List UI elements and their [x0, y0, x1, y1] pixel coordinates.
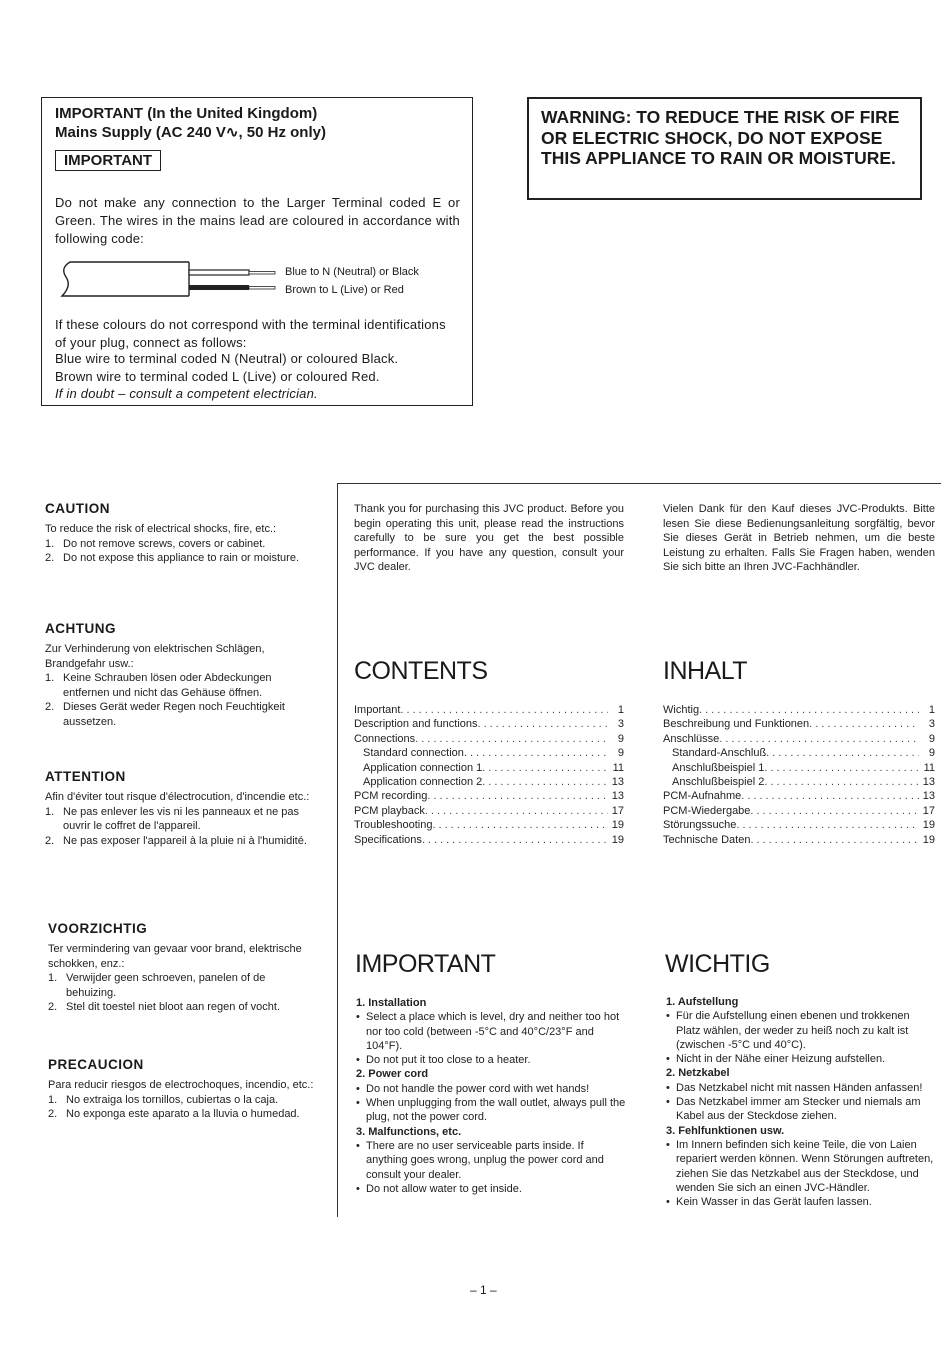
- toc-row[interactable]: Connections ..... 9: [354, 732, 624, 746]
- wichtig-title: WICHTIG: [665, 950, 770, 978]
- voorzichtig-item: Verwijder geen schroeven, panelen of de behuizing.: [66, 972, 266, 999]
- attention-item: Ne pas exposer l'appareil à la pluie ni à l'humidité.: [63, 834, 307, 847]
- important-bullet: Do not handle the power cord with wet hands!: [366, 1082, 590, 1095]
- precaucion-section: PRECAUCION Para reducir riesgos de electrochoques, incendio, etc.: 1. No extraiga los tornillos, cubiertas o la caja. 2. No exponga este aparato a la lluvia o humedad.: [48, 1057, 317, 1122]
- caution-item: Do not expose this appliance to rain or moisture.: [63, 552, 300, 564]
- toc-row[interactable]: PCM playback ..... 17: [354, 804, 624, 818]
- wire-blue-label: Blue to N (Neutral) or Black: [285, 266, 419, 278]
- important-bullet: There are no user serviceable parts inside. If anything goes wrong, unplug the power cord and consult your dealer.: [366, 1139, 604, 1181]
- uk-line-doubt: If in doubt – consult a competent electrician.: [55, 386, 318, 401]
- important-heading: 2. Power cord: [356, 1068, 429, 1081]
- toc-row[interactable]: Wichtig ..... 1: [663, 703, 935, 717]
- wichtig-bullet: Das Netzkabel nicht mit nassen Händen anfassen!: [676, 1081, 923, 1094]
- uk-title-line1: IMPORTANT (In the United Kingdom): [55, 105, 318, 122]
- toc-row[interactable]: Störungssuche ..... 19: [663, 818, 935, 832]
- wichtig-heading: 1. Aufstellung: [666, 996, 739, 1008]
- toc-row[interactable]: Description and functions ..... 3: [354, 717, 624, 731]
- top-divider: [337, 483, 941, 484]
- important-bullet: Do not put it too close to a heater.: [366, 1054, 531, 1067]
- toc-row[interactable]: Anschlußbeispiel 1 ..... 11: [663, 761, 935, 775]
- uk-mains-box: [41, 97, 473, 406]
- wire-brown-label: Brown to L (Live) or Red: [285, 284, 404, 296]
- achtung-title: ACHTUNG: [45, 621, 116, 636]
- precaucion-title: PRECAUCION: [48, 1057, 144, 1072]
- toc-row[interactable]: Application connection 2 ..... 13: [354, 775, 624, 789]
- important-heading: 1. Installation: [356, 997, 427, 1009]
- voorzichtig-item: Stel dit toestel niet bloot aan regen of vocht.: [66, 1001, 281, 1013]
- achtung-item: Keine Schrauben lösen oder Abdeckungen entfernen und nicht das Gehäuse öffnen.: [63, 672, 272, 699]
- toc-row[interactable]: Beschreibung und Funktionen ..... 3: [663, 717, 935, 731]
- wichtig-heading: 3. Fehlfunktionen usw.: [666, 1124, 785, 1137]
- warning-box: [527, 97, 922, 200]
- important-list: 1. Installation • Select a place which is level, dry and neither too hot nor too cold (between -5°C and 40°C/23°F and 104°F). • Do not put it too close to a heater. 2. Power cord • Do not handle the power cord with wet hands! • When unplugging from the wall outlet, always pull the plug, not the power cord. 3. Malfunctions, etc. • There are no user serviceable parts inside. If anything goes wrong, unplug the power cord and consult your dealer. • Do not allow water to get inside.: [356, 997, 626, 1195]
- contents-list: [354, 703, 624, 847]
- important-heading: 3. Malfunctions, etc.: [356, 1125, 462, 1138]
- wichtig-bullet: Für die Aufstellung einen ebenen und trokkenen Platz wählen, der weder zu heiß noch zu kalt ist (zwischen -5°C und 40°C).: [676, 1010, 910, 1051]
- column-divider: [337, 483, 338, 1217]
- attention-intro: Afin d'éviter tout risque d'électrocution, d'incendie etc.:: [45, 791, 310, 803]
- toc-row[interactable]: Technische Daten ..... 19: [663, 833, 935, 847]
- wichtig-list: 1. Aufstellung • Für die Aufstellung einen ebenen und trokkenen Platz wählen, der weder zu heiß noch zu kalt ist (zwischen -5°C und 40°C). • Nicht in der Nähe einer Heizung aufstellen. 2. Netzkabel • Das Netzkabel nicht mit nassen Händen anfassen! • Das Netzkabel immer am Stecker und niemals am Kabel aus der Steckdose ziehen. 3. Fehlfunktionen usw. • Im Innern befinden sich keine Teile, die von Laien repariert werden können. Wenn Störungen auftreten, ziehen Sie das Netzkabel aus der Steckdose, und wenden Sie sich an einen JVC-Händler. • Kein Wasser in das Gerät laufen lassen.: [666, 995, 936, 1209]
- toc-row[interactable]: Important ..... 1: [354, 703, 624, 717]
- attention-item: Ne pas enlever les vis ni les panneaux et ne pas ouvrir le coffret de l'appareil.: [63, 805, 300, 832]
- attention-section: ATTENTION Afin d'éviter tout risque d'électrocution, d'incendie etc.: 1. Ne pas enlever les vis ni les panneaux et ne pas ouvrir le coffret de l'appareil. 2. Ne pas exposer l'appareil à la pluie ni à l'humidité.: [45, 769, 317, 848]
- uk-title-line2: Mains Supply (AC 240 V∿, 50 Hz only): [55, 124, 326, 141]
- wichtig-bullet: Das Netzkabel immer am Stecker und niemals am Kabel aus der Steckdose ziehen.: [676, 1096, 921, 1123]
- voorzichtig-intro: Ter vermindering van gevaar voor brand, elektrische schokken, enz.:: [48, 943, 302, 970]
- achtung-item: Dieses Gerät weder Regen noch Feuchtigkeit aussetzen.: [63, 701, 285, 728]
- toc-row[interactable]: PCM-Wiedergabe ..... 17: [663, 804, 935, 818]
- uk-para2: If these colours do not correspond with the terminal identifications of your plug, connect as follows:: [55, 317, 446, 350]
- important-title: IMPORTANT: [355, 950, 496, 978]
- toc-row[interactable]: Standard-Anschluß ..... 9: [663, 746, 935, 760]
- thanks-english: Thank you for purchasing this JVC product. Before you begin operating this unit, please read the instructions carefully to be sure you get the best possible performance. If you have any question, consult your JVC dealer.: [354, 503, 624, 573]
- page-number: – 1 –: [470, 1283, 497, 1297]
- toc-row[interactable]: PCM recording ..... 13: [354, 789, 624, 803]
- uk-line-blue: Blue wire to terminal coded N (Neutral) or coloured Black.: [55, 351, 399, 366]
- toc-row[interactable]: Anschlüsse ..... 9: [663, 732, 935, 746]
- wichtig-heading: 2. Netzkabel: [666, 1067, 730, 1080]
- toc-row[interactable]: Anschlußbeispiel 2 ..... 13: [663, 775, 935, 789]
- thanks-german: Vielen Dank für den Kauf dieses JVC-Produkts. Bitte lesen Sie diese Bedienungsanleitung sorgfältig, bevor Sie dieses Gerät in Betrieb nehmen, um die beste Leistung zu erhalten. Falls Sie Fragen haben, wenden Sie sich bitte an Ihren JVC-Fachhändler.: [663, 503, 935, 573]
- achtung-section: ACHTUNG Zur Verhinderung von elektrischen Schlägen, Brandgefahr usw.: 1. Keine Schrauben lösen oder Abdeckungen entfernen und nicht das Gehäuse öffnen. 2. Dieses Gerät weder Regen noch Feuchtigkeit aussetzen.: [45, 621, 317, 729]
- important-label: IMPORTANT: [55, 150, 161, 171]
- caution-section: CAUTION To reduce the risk of electrical shocks, fire, etc.: 1. Do not remove screws, covers or cabinet. 2. Do not expose this appliance to rain or moisture.: [45, 501, 317, 566]
- wichtig-bullet: Nicht in der Nähe einer Heizung aufstellen.: [676, 1053, 886, 1066]
- mains-lead-diagram: [56, 256, 286, 302]
- important-bullet: Do not allow water to get inside.: [366, 1182, 522, 1195]
- precaucion-item: No exponga este aparato a la lluvia o humedad.: [66, 1108, 300, 1120]
- important-bullet: When unplugging from the wall outlet, always pull the plug, not the power cord.: [366, 1097, 626, 1124]
- toc-row[interactable]: PCM-Aufnahme ..... 13: [663, 789, 935, 803]
- toc-row[interactable]: Troubleshooting ..... 19: [354, 818, 624, 832]
- uk-line-brown: Brown wire to terminal coded L (Live) or coloured Red.: [55, 369, 380, 384]
- inhalt-list: [663, 703, 935, 847]
- precaucion-intro: Para reducir riesgos de electrochoques, incendio, etc.:: [48, 1079, 314, 1091]
- important-bullet: Select a place which is level, dry and neither too hot nor too cold (between -5°C and 40°C/23°F and 104°F).: [366, 1011, 620, 1052]
- precaucion-item: No extraiga los tornillos, cubiertas o la caja.: [66, 1093, 279, 1106]
- voorzichtig-section: VOORZICHTIG Ter vermindering van gevaar voor brand, elektrische schokken, enz.: 1. Verwijder geen schroeven, panelen of de behuizing. 2. Stel dit toestel niet bloot aan regen of vocht.: [48, 921, 317, 1015]
- inhalt-title: INHALT: [663, 657, 748, 685]
- contents-title: CONTENTS: [354, 657, 488, 685]
- caution-title: CAUTION: [45, 501, 110, 516]
- voorzichtig-title: VOORZICHTIG: [48, 921, 148, 936]
- toc-row[interactable]: Standard connection ..... 9: [354, 746, 624, 760]
- toc-row[interactable]: Application connection 1 ..... 11: [354, 761, 624, 775]
- uk-para1: Do not make any connection to the Larger Terminal coded E or Green. The wires in the mains lead are coloured in accordance with following code:: [55, 195, 460, 246]
- attention-title: ATTENTION: [45, 769, 126, 784]
- wichtig-bullet: Im Innern befinden sich keine Teile, die von Laien repariert werden können. Wenn Störungen auftreten, ziehen Sie das Netzkabel aus der Steckdose, und wenden Sie sich an einen JVC-Händler.: [676, 1138, 934, 1194]
- achtung-intro: Zur Verhinderung von elektrischen Schlägen, Brandgefahr usw.:: [45, 643, 265, 670]
- caution-item: Do not remove screws, covers or cabinet.: [63, 537, 266, 550]
- toc-row[interactable]: Specifications ..... 19: [354, 833, 624, 847]
- warning-text: WARNING: TO REDUCE THE RISK OF FIRE OR ELECTRIC SHOCK, DO NOT EXPOSE THIS APPLIANCE TO RAIN OR MOISTURE.: [541, 107, 900, 168]
- wichtig-bullet: Kein Wasser in das Gerät laufen lassen.: [676, 1196, 872, 1209]
- caution-intro: To reduce the risk of electrical shocks, fire, etc.:: [45, 523, 277, 535]
